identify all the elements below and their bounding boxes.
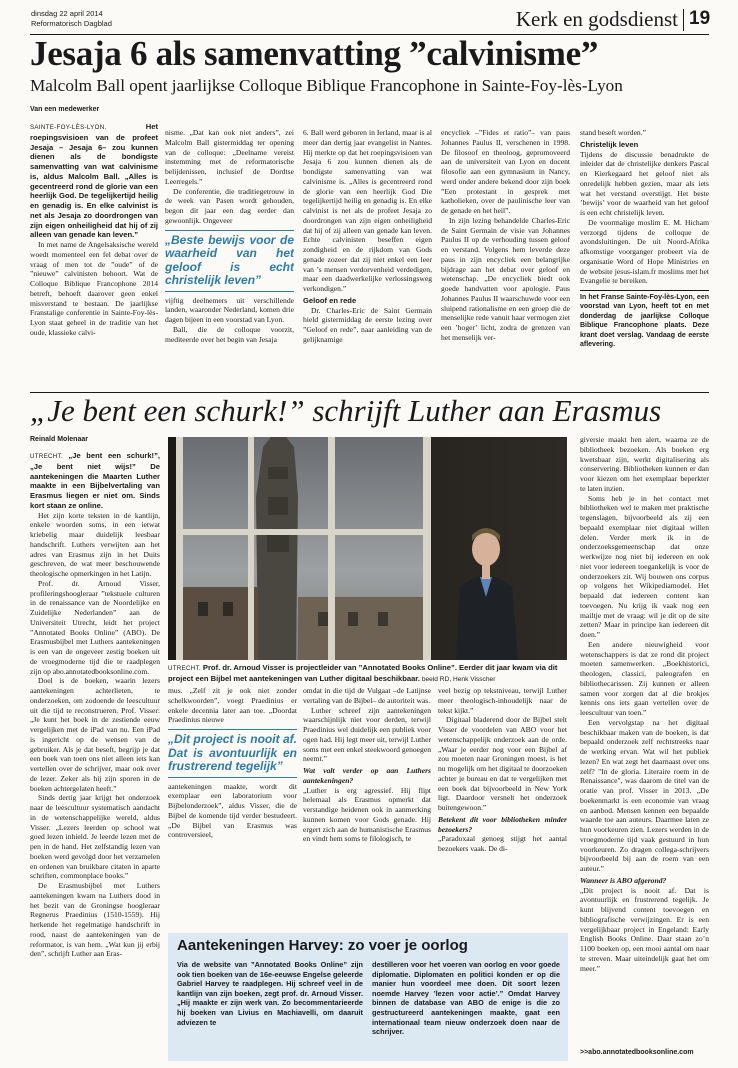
paragraph: nisme. „Dat kan ook niet anders”, zei Malcolm Ball gistermiddag ter opening van de colloque: „Deelname vereist instemming met de reformatorische belijdenissen, inclusief de Dordtse Leerregels.” [165, 128, 294, 186]
paragraph: Prof. dr. Arnoud Visser, profileringshoogleraar ”tekstuele culturen in de renaissance van de Noordelijke en Zuidelijke Nederlanden” aan de Universiteit Utrecht, leidt het project ”Annotated Books Online” (ABO). De Erasmusbijbel met Luthers aantekeningen is een van de ongeveer zestig boeken uit de vroegmoderne tijd die te raadplegen zijn op abo.annotatedbooksonline.com. [30, 578, 160, 676]
article2-intro: „Je bent een schurk!”, „Je bent niet wijs!” De aantekeningen die Maarten Luther maakte in een Bijbelvertaling van Erasmus liegen er niet om. Sinds kort staan ze online. [30, 451, 160, 510]
caption-dateline: UTRECHT. [168, 665, 201, 672]
paragraph: Doel is de boeken, waarin lezers aantekeningen achterlieten, te onderzoeken, om zodoende de leescultuur uit die tijd te reconstrueren. Prof. Visser: „Je kunt het boek in de zestiende eeuw vergelijken met de iPad van nu. Een iPad is ingericht op de wensen van de gebruiker. Als je dat beseft, begrijp je dat een boek van toen ons niet alleen iets kan vertellen over de schrijver, maar ook over de lezer. Zeker als hij zijn sporen in de boeken achtergelaten heeft.” [30, 676, 160, 793]
article1-headline: Jesaja 6 als samenvatting ”calvinisme” [30, 34, 599, 73]
pull-quote: „Dit project is nooit af. Dat is avontuurlijk en frustrerend tegelijk” [168, 732, 297, 773]
article1-byline: Van een medewerker [30, 106, 100, 113]
paragraph: Tijdens de discussie benadrukte de inleider dat de christelijke denkers Pascal en Kierkegaard het geloof niet als onredelijk hebben gezien, maar als iets wat het verstand overstijgt. Het beste ’bewijs’ voor de waarheid van het geloof is een echt christelijk leven. [580, 149, 709, 217]
paragraph: aantekeningen maakte, wordt dit exemplaar een laboratorium voor Bijbelonderzoek”, aldus Visser, die de Bijbel de komende tijd verder bestudeert. „De Bijbel van Erasmus was controversieel, [168, 781, 297, 840]
paragraph: „Paradoxaal genoeg stijgt het aantal bezoekers vaak. De di- [438, 834, 567, 853]
paragraph: De conferentie, die traditiegetrouw in de week van Pasen wordt gehouden, begon dit jaar een dag eerder dan gewoonlijk. Ongeveer [165, 186, 294, 225]
article1-column-3 [303, 128, 432, 390]
paragraph: „Luther is erg agressief. Hij flipt helemaal als Erasmus opmerkt dat verstandige heidenen ook in aanmerking kunnen komen voor Gods genade. Hij ergert zich aan de humanistische Erasmus en vindt hem soms te filologisch, te [303, 785, 431, 844]
info-box-title: Aantekeningen Harvey: zo voer je oorlog [177, 937, 468, 954]
photo-caption [168, 663, 567, 684]
article-photo [168, 437, 567, 660]
article2-column-4 [438, 686, 567, 932]
dateline: SAINTE-FOY-LÈS-LYON. [30, 124, 107, 131]
article1-column-2 [165, 128, 294, 390]
section-title: Kerk en godsdienst [515, 7, 678, 31]
masthead-date: dinsdag 22 april 2014 [31, 9, 103, 18]
article2-column-1 [30, 451, 160, 1060]
paragraph: encycliek –”Fides et ratio”– van paus Johannes Paulus II, verschenen in 1998. De filosoof en theoloog, gepromoveerd aan de universiteit van Lyon en docent filosofie aan een gymnasium in Nancy, werd onder andere bekend door zijn boek ”Een protestant in gesprek met katholieken, over de paulinische leer van de genade en het heil”. [441, 128, 570, 215]
paragraph: 6. Ball werd geboren in Ierland, maar is al meer dan dertig jaar evangelist in Nantes. Hij merkte op dat het roepingsvisioen van Jesaja 6 zou kunnen dienen als de bondigste samenvatting van wat calvinisme is. „Alles is gecentreerd rond de glorie van een heerlijk God Die tegelijkertijd heilig en genadig is. En elke calvinist is net als de profeet Jesaja zo doordrongen van zijn eigen onheiligheid dat hij of zij alleen van genade kan leven. Echte calvinisten beseffen eigen zondigheid en de rijkdom van Gods genade zozeer dat zij niet enkel een leer van ’s mensen verdorvenheid verdedigen, maar een daadwerkelijke verlossingsweg verkondigen.” [303, 128, 432, 293]
paragraph: Dr. Charles-Eric de Saint Germain hield gistermiddag de eerste lezing over ”Geloof en rede”, naar aanleiding van de gelijknamige [303, 305, 432, 344]
article1-intro: Het roepingsvisioen van de profeet Jesaja – Jesaja 6– zou kunnen dienen als de bondigste samenvatting van wat calvinisme is, aldus Malcolm Ball. „Alles is gecentreerd rond de glorie van een heerlijk God. De tegelijkertijd heilig en genadig is. En elke calvinist is net als Jesaja zo doordrongen van zijn eigen onheiligheid dat hij of zij alleen van genade kan leven.” [30, 122, 158, 240]
article2-column-2 [168, 686, 297, 932]
paragraph: Een vervolgstap na het digitaal beschikbaar maken van de boeken, is dat bepaald onderzoek zelf rechtstreeks naar de werking ervan. Wat wil het publiek lezen? En wat zegt het daarnaast over ons zelf? "In de gloria. Literaire roem in de Renaissance", was daarom de titel van de oratie van prof. Visser in 2013. „De boekenmarkt is een economie van vraag en aanbod. Mensen kennen een bepaalde waarde toe aan auteurs. Daarmee laten ze hun voorkeuren zien. Lezers werden in de vroegmoderne tijd vaak gestuurd in hun voorkeuren. Zo dragen collega-schrijvers bijvoorbeeld bij aan de roem van een auteur.” [580, 717, 709, 873]
paragraph: „Dit project is nooit af. Dat is avontuurlijk en frustrerend tegelijk. Je kunt blijvend content toevoegen en bibliografische verwijzingen. Er is een vergelijkbaar project in Engeland: Early English Books Online. Daar staan zo’n 1100 boeken op, een mooi aantal om naar te streven. Maar uiteindelijk gaat het om meer.” [580, 885, 709, 973]
page-number: 19 [689, 8, 711, 29]
paragraph: vijftig deelnemers uit verschillende landen, waaronder Nederland, komen drie dagen bijeen in een voorstad van Lyon. [165, 295, 294, 324]
paragraph: giversie maakt hen alert, waarna ze de bibliotheek bezoeken. Als boeken erg kwetsbaar zijn, werkt digitalisering als conservering. Bibliotheken kunnen er dan voor kiezen om het exemplaar beperkter te laten inzien. [580, 435, 709, 493]
paragraph: Soms heb je in het contact met bibliotheken wel te maken met praktische tegenslagen, bijvoorbeeld als zij een bepaald exemplaar niet digitaal willen delen. Verder merk ik in de onderzoeksgemeenschap dat onze werkwijze nog niet bij iedereen en ook niet voor iedereen toegankelijk is voor de onderzoekers zit. Wij bouwen ons corpus op volgens het Wikipediamodel. Het bepaald dat iedereen content kan toevoegen. Nu krijg ik vaak nog een mailtje met de vraag: wil je dit op de site zetten? Maar in principe kan iedereen dit doen.” [580, 493, 709, 639]
paragraph: stand beseft worden.” [580, 128, 647, 137]
article2-byline: Reinald Molenaar [30, 436, 88, 443]
pull-quote: „Beste bewijs voor de waarheid van het geloof is echt christelijk leven” [165, 232, 294, 287]
info-caption: In het Franse Sainte-Foy-lès-Lyon, een voorstad van Lyon, heeft tot en met donderdag de jaarlijkse Colloque Biblique Francophone plaats. Deze krant doet verslag. Vandaag de eerste aflevering. [580, 294, 709, 349]
masthead-paper: Reformatorisch Dagblad [31, 19, 112, 28]
subheading: Wanneer is ABO afgerond? [580, 875, 667, 885]
paragraph: omdat in die tijd de Vulgaat –de Latijnse vertaling van de Bijbel– de autoriteit was. [303, 686, 431, 705]
dateline: UTRECHT. [30, 453, 63, 460]
paragraph: mus. „Zelf zit je ook niet zonder schelkwoorden”, voegt Praedinius er enkele decennia later aan toe. „Doordat Praedinius nieuwe [168, 686, 297, 725]
pull-quote-rule-top [165, 230, 294, 231]
section-divider [683, 9, 684, 31]
paragraph: Ball, die de colloque voorzit, mediteerde over het begin van Jesaja [165, 324, 294, 344]
paragraph: veel bezig op tekstniveau, terwijl Luther meer theologisch-inhoudelijk naar de tekst kijkt.” [438, 686, 567, 715]
pull-quote-rule-bottom [165, 291, 294, 292]
paragraph: Digitaal bladerend door de Bijbel stelt Visser de voordelen van ABO voor het wetenschappelijk onderzoek aan de orde. „Waar je eerder nog voor een Bijbel af zou moeten naar Groningen moest, is het nu mogelijk om het digitaal te doorzoeken achter je bureau en dat te vergelijken met een boek dat bijvoorbeeld in New York ligt. Daardoor versnelt het onderzoek buitengewoon.” [438, 715, 567, 812]
paragraph: De Erasmusbijbel met Luthers aantekeningen kwam na Luthers dood in het bezit van de Groningse hoogleraar Regnerus Praedinius (1510-1559). Hij herkende het regelmatige handschrift in rood, naast de aantekeningen van de reformator, is van hem. „Wat kun jij erbij den”, schrijft Luther aan Eras- [30, 881, 160, 959]
article-link[interactable]: >>abo.annotatedbooksonline.com [580, 1049, 694, 1056]
photo-credit: beeld RD, Henk Visscher [421, 675, 496, 683]
article1-column-1 [30, 122, 158, 390]
paragraph: Luther schreef zijn aantekeningen waarschijnlijk niet voor derden, terwijl Praedinius wel duidelijk een publiek voor ogen had. Hij legt meer uit, terwijl Luther soms met een enkel steekwoord genoegen neemt.” [303, 705, 431, 764]
article2-column-5 [580, 435, 709, 1047]
paragraph: In zijn lezing behandelde Charles-Eric de Saint Germain de visie van Johannes Paulus II op de verhouding tussen geloof en verstand. Volgens hem leverde deze paus in zijn encycliek een belangrijke bijdrage aan het debat over geloof en wetenschap. „De encycliek biedt ook goede handvatten voor apologie. Paus Johannes Paulus II waarschuwde voor een sluipend rationalisme en een groep die de menselijke rede vanuit haar vermogen ziet een ’hoger’ licht, zodra de grenzen van het menselijk ver- [441, 215, 570, 342]
info-box [168, 933, 568, 1061]
article1-column-4 [441, 128, 570, 390]
paragraph: Sinds dertig jaar krijgt het onderzoek naar de leescultuur systematisch aandacht in de wetenschappelijke wereld, aldus Visser. „Lezers leerden op school wat goed lezen inhield. Je leerde lezen met de pen in de hand. Het zelfstandig lezen van boeken werd gevolgd door het verzamelen en ordenen van bruikbare citaten in aparte schriften, commonplace books.” [30, 793, 160, 881]
article2-headline: „Je bent een schurk!” schrijft Luther aan Erasmus [30, 393, 662, 428]
subheading: Wat valt verder op aan Luthers aantekeningen? [303, 766, 431, 785]
subheading: Geloof en rede [303, 295, 357, 305]
info-box-column-2: destilleren voor het voeren van oorlog en voor goede diplomatie. Diplomaten en politici konden er op die manier hun voordeel mee doen. Dit soort lezen noemde Harvey ’lezen voor actie’.” Omdat Harvey binnen de database van ABO de enige is die zo gestructureerd aantekeningen maakte, gaat een internationaal team nieuw onderzoek doen naar de schrijver. [372, 960, 560, 1037]
info-rule [580, 290, 709, 291]
paragraph: Het zijn korte teksten in de kantlijn, enkele woorden soms, in een ietwat kriebelig maar duidelijk leesbaar handschrift. Luthers verwijten aan het adres van Erasmus zijn in het Duits geschreven, de wat meer beschouwende theologische opmerkingen in het Latijn. [30, 510, 160, 578]
article2-column-3 [303, 686, 431, 932]
paragraph: In met name de Angelsaksische wereld woedt momenteel een fel debat over de vraag of men tot de ”oude” of de ”nieuwe” calvinisten behoort. Wat de Colloque Biblique Francophone 2014 betreft, behoeft daarover geen enkel misverstand te bestaan. De jaarlijkse Franstalige conferentie in Sainte-Foy-lès-Lyon staat geheel in de traditie van het oude, klassieke calvi- [30, 240, 158, 337]
paragraph: Een andere nieuwigheid voor wetenschappers is dat ze rond dit project moeten samenwerken. „Boekhistorici, theologen, classici, paleografen en bibliothecarissen. Zij kunnen er alleen samen voor zorgen dat al die brokjes kennis ons iets gaan vertellen over de leescultuur van toen.” [580, 639, 709, 717]
pull-quote-rule-top [168, 729, 297, 730]
article1-subhead: Malcolm Ball opent jaarlijkse Colloque Biblique Francophone in Sainte-Foy-lès-Lyon [30, 76, 623, 95]
caption-text: Prof. dr. Arnoud Visser is projectleider van ”Annotated Books Online”. Eerder dit jaar kwam via dit project een Bijbel met aantekeningen van Luther digitaal beschikbaar. [168, 663, 558, 683]
info-box-column-1: Via de website van ”Annotated Books Online” zijn ook tien boeken van de 16e-eeuwse Engelse geleerde Gabriel Harvey te raadplegen. Hij schreef veel in de kantlijn van zijn boeken, zegt prof. dr. Arnoud Visser. „Hij maakte er zijn werk van. Zo becommentarieerde hij boeken van Livius en Machiavelli, om daaruit adviezen te [177, 960, 363, 1027]
article1-column-5 [580, 128, 709, 390]
subheading: Betekent dit voor bibliotheken minder bezoekers? [438, 814, 567, 834]
paragraph: De voormalige moslim E. M. Hicham verzorgd tijdens de colloque de avondsluitingen. De uit Noord-Afrika afkomstige voorganger probeert via de organisatie Word of Hope Ministries en de website jesus-islam.fr moslims met het Evangelie te bereiken. [580, 217, 709, 286]
subheading: Christelijk leven [580, 139, 639, 149]
pull-quote-rule-bottom [168, 777, 297, 778]
